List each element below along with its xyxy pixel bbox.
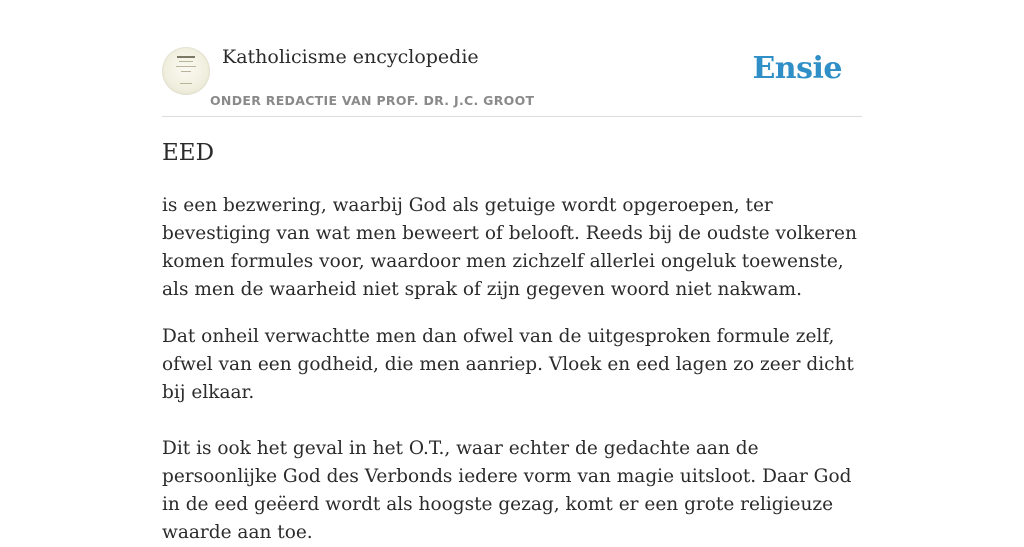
- entry-paragraph: Dit is ook het geval in het O.T., waar echter de gedachte aan de persoonlijke God des Verbonds iedere vorm van magie uitsloot. Daar God in de eed geëerd wordt als hoogste gezag, komt er een grote religieuze waarde aan toe.: [162, 438, 852, 543]
- editor-credit: ONDER REDACTIE VAN PROF. DR. J.C. GROOT: [210, 93, 535, 108]
- entry-body: [162, 192, 862, 547]
- cover-title-mark: [177, 56, 195, 58]
- ensie-logo-link[interactable]: Ensie: [752, 51, 842, 86]
- encyclopedia-header: [162, 40, 862, 117]
- cover-text-mark: [176, 66, 196, 67]
- cover-text-mark: [180, 83, 192, 84]
- book-cover-thumbnail[interactable]: [162, 47, 210, 95]
- entry-title: EED: [162, 140, 215, 166]
- entry-paragraph: Dat onheil verwachtte men dan ofwel van de uitgesproken formule zelf, ofwel van een godheid, die men aanriep. Vloek en eed lagen zo zeer dicht bij elkaar.: [162, 326, 854, 403]
- cover-text-mark: [181, 71, 191, 72]
- entry-paragraph: is een bezwering, waarbij God als getuige wordt opgeroepen, ter bevestiging van wat men beweert of belooft. Reeds bij de oudste volkeren komen formules voor, waardoor men zichzelf allerlei ongeluk toewenste, als men de waarheid niet sprak of zijn gegeven woord niet nakwam.: [162, 195, 857, 300]
- book-title-link[interactable]: Katholicisme encyclopedie: [222, 46, 479, 68]
- cover-text-mark: [179, 61, 193, 62]
